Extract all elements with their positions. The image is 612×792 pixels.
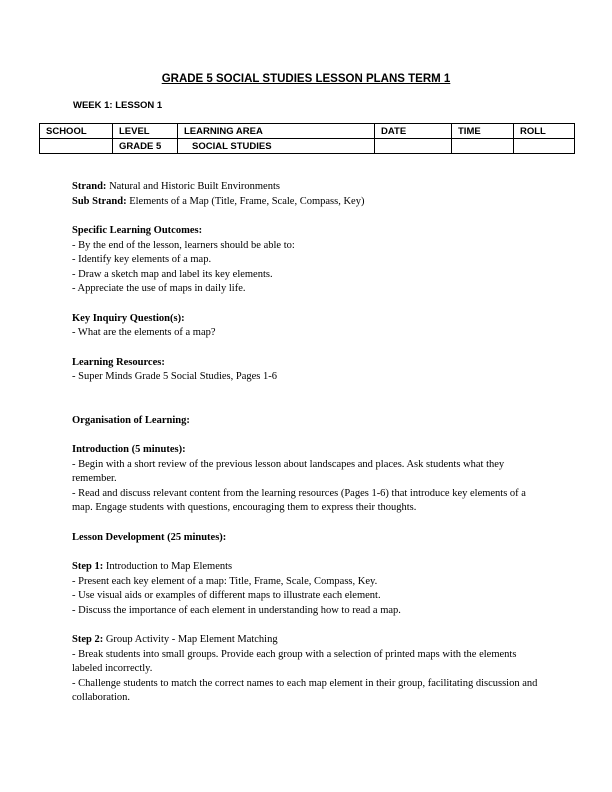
step1-title: Introduction to Map Elements [105, 561, 233, 572]
cell-roll [514, 139, 575, 154]
step2-label: Step 2: [72, 634, 104, 645]
cell-learning-area: SOCIAL STUDIES [178, 139, 375, 154]
table-header-row [40, 124, 575, 139]
cell-time [452, 139, 514, 154]
step1-line [72, 560, 540, 575]
development-heading: Lesson Development (25 minutes): [72, 531, 227, 543]
inquiry-heading: Key Inquiry Question(s): [72, 312, 185, 324]
page-title: GRADE 5 SOCIAL STUDIES LESSON PLANS TERM 1 [161, 73, 451, 85]
strand-line [72, 180, 540, 195]
header-cell-learning-area: LEARNING AREA [178, 124, 375, 139]
list-item: - Super Minds Grade 5 Social Studies, Pages 1-6 [72, 371, 278, 382]
list-item: - Challenge students to match the correct names to each map element in their group, facilitating discussion and collaboration. [72, 677, 538, 703]
step2-title: Group Activity - Map Element Matching [105, 634, 278, 645]
cell-level: GRADE 5 [113, 139, 178, 154]
list-item: - Draw a sketch map and label its key elements. [72, 268, 273, 280]
sub-strand-value: Elements of a Map (Title, Frame, Scale, Compass, Key) [129, 195, 365, 207]
sub-strand-line [72, 195, 540, 210]
list-item: - By the end of the lesson, learners should be able to: [72, 239, 295, 251]
header-cell-roll: ROLL [514, 124, 575, 139]
header-cell-level: LEVEL [113, 124, 178, 139]
list-item: - Discuss the importance of each element in understanding how to read a map. [72, 604, 401, 616]
cell-date [375, 139, 452, 154]
list-item: - Appreciate the use of maps in daily life. [72, 283, 246, 294]
header-cell-time: TIME [452, 124, 514, 139]
list-item: - Identify key elements of a map. [72, 254, 212, 265]
outcomes-heading: Specific Learning Outcomes: [72, 225, 203, 236]
strand-label: Strand: [72, 181, 107, 192]
week-label: WEEK 1: LESSON 1 [73, 100, 163, 111]
header-cell-school: SCHOOL [40, 124, 113, 139]
resources-heading: Learning Resources: [72, 356, 165, 368]
lesson-info-table [39, 123, 575, 154]
list-item: - Begin with a short review of the previous lesson about landscapes and places. Ask students what they remember. [72, 458, 505, 484]
list-item: - What are the elements of a map? [72, 327, 216, 338]
list-item: - Break students into small groups. Provide each group with a selection of printed maps with the elements labeled incorrectly. [72, 648, 517, 674]
header-cell-date: DATE [375, 124, 452, 139]
list-item: - Present each key element of a map: Title, Frame, Scale, Compass, Key. [72, 575, 378, 587]
introduction-heading: Introduction (5 minutes): [72, 444, 186, 455]
step1-label: Step 1: [72, 561, 104, 572]
cell-school [40, 139, 113, 154]
table-row [40, 139, 575, 154]
sub-strand-label: Sub Strand: [72, 195, 127, 207]
organisation-heading: Organisation of Learning: [72, 414, 190, 426]
list-item: - Use visual aids or examples of different maps to illustrate each element. [72, 590, 381, 601]
lesson-body [72, 180, 540, 706]
step2-line [72, 633, 540, 648]
list-item: - Read and discuss relevant content from the learning resources (Pages 1-6) that introduce key elements of a map. Engage students with questions, encouraging them to express their thoughts. [72, 487, 526, 513]
strand-value: Natural and Historic Built Environments [109, 181, 280, 192]
